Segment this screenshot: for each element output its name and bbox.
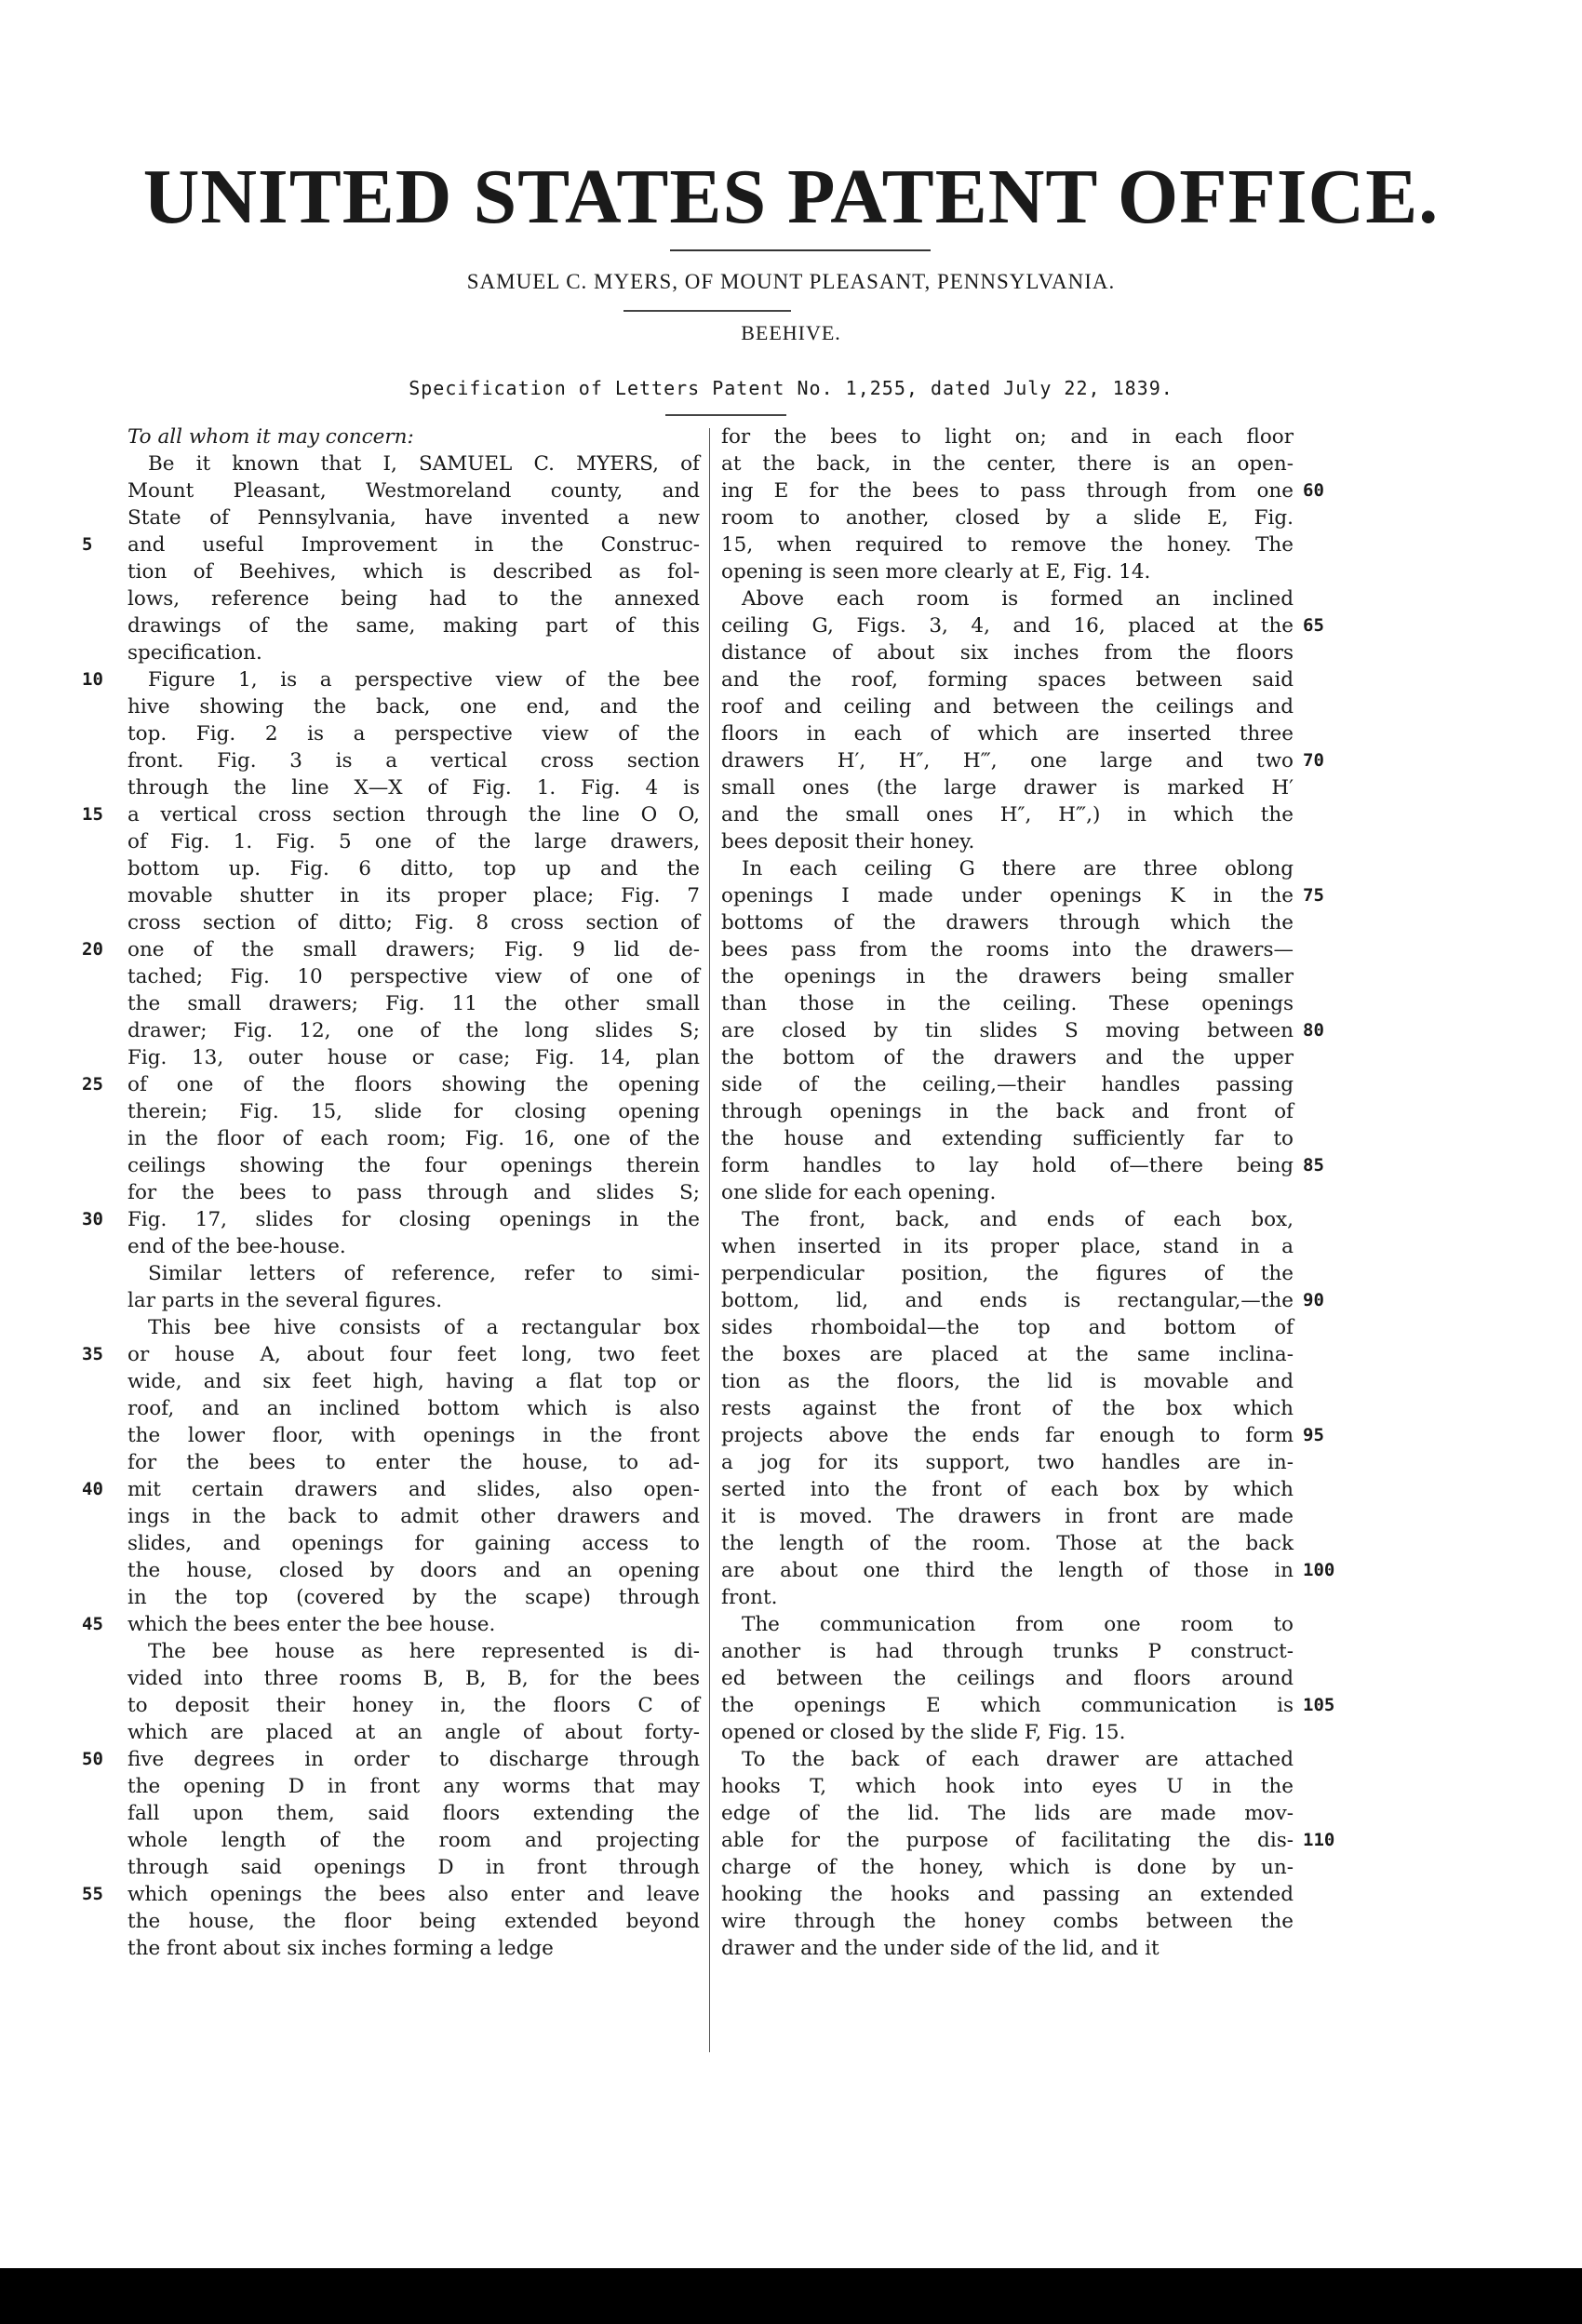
text-line: bees deposit their honey.	[721, 830, 975, 853]
text-line: whole length of the room and projecting	[127, 1829, 700, 1852]
text-line: are closed by tin slides S moving between	[721, 1019, 1294, 1042]
text-line: when inserted in its proper place, stand in a	[721, 1235, 1294, 1258]
text-line: The communication from one room to	[742, 1613, 1294, 1636]
text-line: ceilings showing the four openings therein	[127, 1154, 700, 1177]
text-line: a jog for its support, two handles are in-	[721, 1451, 1294, 1474]
text-line: form handles to lay hold of—there being	[721, 1154, 1294, 1177]
text-line: front.	[721, 1586, 778, 1609]
text-line: therein; Fig. 15, slide for closing opening	[127, 1100, 700, 1123]
text-line: side of the ceiling,—their handles passing	[721, 1073, 1294, 1096]
text-line: distance of about six inches from the floors	[721, 641, 1294, 665]
text-line: at the back, in the center, there is an open-	[721, 452, 1294, 476]
text-line: top. Fig. 2 is a perspective view of the	[127, 722, 700, 746]
scan-footer-bar	[0, 2268, 1582, 2324]
text-line: to deposit their honey in, the floors C of	[127, 1694, 700, 1717]
invention-title: BEEHIVE.	[741, 321, 841, 344]
line-number: 80	[1303, 1020, 1324, 1041]
text-line: the bottom of the drawers and the upper	[721, 1046, 1294, 1069]
inventor-line: SAMUEL C. MYERS, OF MOUNT PLEASANT, PENNSYLVANIA.	[466, 270, 1116, 293]
line-number: 30	[82, 1209, 103, 1229]
text-line: through said openings D in front through	[127, 1856, 700, 1879]
text-line: floors in each of which are inserted three	[721, 722, 1294, 746]
text-line: ings in the back to admit other drawers and	[127, 1505, 700, 1528]
text-line: it is moved. The drawers in front are made	[721, 1505, 1294, 1528]
text-line: This bee hive consists of a rectangular box	[148, 1316, 700, 1339]
text-line: State of Pennsylvania, have invented a new	[127, 506, 700, 530]
line-number: 55	[82, 1884, 103, 1904]
line-number: 45	[82, 1614, 103, 1634]
text-line: specification.	[127, 641, 262, 665]
text-line: through the line X—X of Fig. 1. Fig. 4 is	[127, 776, 700, 799]
line-number: 85	[1303, 1155, 1324, 1175]
text-line: drawings of the same, making part of this	[127, 614, 700, 638]
text-line: the house, the floor being extended beyond	[127, 1910, 700, 1933]
specification-line: Specification of Letters Patent No. 1,255, dated July 22, 1839.	[409, 377, 1173, 399]
line-number: 20	[82, 939, 103, 960]
text-line: Above each room is formed an inclined	[742, 587, 1294, 611]
text-line: drawer; Fig. 12, one of the long slides S;	[127, 1019, 700, 1042]
text-line: which openings the bees also enter and leave	[127, 1883, 700, 1906]
text-line: the lower floor, with openings in the front	[127, 1424, 700, 1447]
text-line: tached; Fig. 10 perspective view of one of	[127, 965, 700, 988]
line-number: 95	[1303, 1425, 1324, 1445]
right-text-column	[721, 423, 1294, 1962]
text-line: which are placed at an angle of about forty-	[127, 1721, 700, 1744]
line-number: 15	[82, 804, 103, 825]
text-line: lows, reference being had to the annexed	[127, 587, 700, 611]
text-line: Figure 1, is a perspective view of the bee	[148, 668, 700, 692]
text-line: roof, and an inclined bottom which is also	[127, 1397, 700, 1420]
text-line: To all whom it may concern:	[127, 425, 414, 449]
text-line: the opening D in front any worms that may	[127, 1775, 700, 1798]
text-line: The front, back, and ends of each box,	[742, 1208, 1294, 1231]
text-line: ceiling G, Figs. 3, 4, and 16, placed at the	[721, 614, 1294, 638]
text-line: opened or closed by the slide F, Fig. 15.	[721, 1721, 1126, 1744]
text-line: movable shutter in its proper place; Fig. 7	[127, 884, 700, 907]
text-line: hooking the hooks and passing an extended	[721, 1883, 1294, 1906]
text-line: the boxes are placed at the same inclina-	[721, 1343, 1294, 1366]
text-line: the front about six inches forming a ledge	[127, 1937, 554, 1960]
text-line: Be it known that I, SAMUEL C. MYERS, of	[148, 452, 700, 476]
text-line: ed between the ceilings and floors around	[721, 1667, 1294, 1690]
text-line: one slide for each opening.	[721, 1181, 997, 1204]
text-line: the length of the room. Those at the back	[721, 1532, 1294, 1555]
line-number: 50	[82, 1749, 103, 1769]
text-line: which the bees enter the bee house.	[127, 1613, 496, 1636]
line-number: 35	[82, 1344, 103, 1364]
text-line: vided into three rooms B, B, B, for the bees	[127, 1667, 700, 1690]
text-line: a vertical cross section through the line O O,	[127, 803, 700, 826]
line-number: 40	[82, 1479, 103, 1499]
text-line: The bee house as here represented is di-	[148, 1640, 700, 1663]
text-line: of Fig. 1. Fig. 5 one of the large drawers,	[127, 830, 700, 853]
text-line: bottoms of the drawers through which the	[721, 911, 1294, 934]
text-line: the openings in the drawers being smaller	[721, 965, 1294, 988]
text-line: or house A, about four feet long, two feet	[127, 1343, 700, 1366]
text-line: openings I made under openings K in the	[721, 884, 1294, 907]
text-line: in the floor of each room; Fig. 16, one of the	[127, 1127, 700, 1150]
text-line: charge of the honey, which is done by un-	[721, 1856, 1294, 1879]
text-line: one of the small drawers; Fig. 9 lid de-	[127, 938, 700, 961]
text-line: mit certain drawers and slides, also open-	[127, 1478, 700, 1501]
text-line: tion as the floors, the lid is movable and	[721, 1370, 1294, 1393]
text-line: sides rhomboidal—the top and bottom of	[721, 1316, 1294, 1339]
text-line: bottom up. Fig. 6 ditto, top up and the	[127, 857, 700, 880]
text-line: drawer and the under side of the lid, and it	[721, 1937, 1160, 1960]
line-number: 5	[82, 534, 93, 555]
text-line: serted into the front of each box by which	[721, 1478, 1294, 1501]
text-line: slides, and openings for gaining access to	[127, 1532, 700, 1555]
text-line: bottom, lid, and ends is rectangular,—the	[721, 1289, 1294, 1312]
text-line: cross section of ditto; Fig. 8 cross section of	[127, 911, 700, 934]
text-line: Mount Pleasant, Westmoreland county, and	[127, 479, 700, 503]
text-line: opening is seen more clearly at E, Fig. 14.	[721, 560, 1151, 584]
text-line: through openings in the back and front of	[721, 1100, 1294, 1123]
text-line: hooks T, which hook into eyes U in the	[721, 1775, 1294, 1798]
line-number: 105	[1303, 1695, 1335, 1715]
text-line: for the bees to pass through and slides S;	[127, 1181, 700, 1204]
text-line: in the top (covered by the scape) through	[127, 1586, 700, 1609]
text-line: are about one third the length of those in	[721, 1559, 1294, 1582]
text-line: 15, when required to remove the honey. The	[721, 533, 1294, 557]
text-line: and useful Improvement in the Construc-	[127, 533, 700, 557]
line-number: 110	[1303, 1830, 1335, 1850]
text-line: To the back of each drawer are attached	[742, 1748, 1294, 1771]
text-line: room to another, closed by a slide E, Fig.	[721, 506, 1294, 530]
line-number: 70	[1303, 750, 1324, 771]
text-line: small ones (the large drawer is marked H′	[721, 776, 1294, 799]
text-line: roof and ceiling and between the ceilings and	[721, 695, 1294, 719]
text-line: bees pass from the rooms into the drawers—	[721, 938, 1294, 961]
text-line: projects above the ends far enough to form	[721, 1424, 1294, 1447]
line-number: 100	[1303, 1560, 1335, 1580]
text-line: for the bees to enter the house, to ad-	[127, 1451, 700, 1474]
text-line: hive showing the back, one end, and the	[127, 695, 700, 719]
text-line: Fig. 13, outer house or case; Fig. 14, plan	[127, 1046, 700, 1069]
text-line: Fig. 17, slides for closing openings in the	[127, 1208, 700, 1231]
text-line: of one of the floors showing the opening	[127, 1073, 700, 1096]
specification-divider	[665, 414, 786, 416]
text-line: for the bees to light on; and in each floor	[721, 425, 1294, 449]
text-line: another is had through trunks P construct-	[721, 1640, 1294, 1663]
text-line: and the small ones H″, H‴,) in which the	[721, 803, 1294, 826]
line-number: 65	[1303, 615, 1324, 636]
text-line: the small drawers; Fig. 11 the other small	[127, 992, 700, 1015]
text-line: In each ceiling G there are three oblong	[742, 857, 1294, 880]
text-line: edge of the lid. The lids are made mov-	[721, 1802, 1294, 1825]
patent-office-title: UNITED STATES PATENT OFFICE.	[142, 154, 1440, 240]
line-number: 10	[82, 669, 103, 690]
text-line: tion of Beehives, which is described as fol-	[127, 560, 700, 584]
text-line: drawers H′, H″, H‴, one large and two	[721, 749, 1294, 772]
text-line: ing E for the bees to pass through from one	[721, 479, 1294, 503]
text-line: than those in the ceiling. These openings	[721, 992, 1294, 1015]
text-line: and the roof, forming spaces between said	[721, 668, 1294, 692]
title-divider	[670, 249, 931, 251]
column-divider	[709, 428, 710, 2052]
text-line: end of the bee-house.	[127, 1235, 346, 1258]
text-line: the house, closed by doors and an opening	[127, 1559, 700, 1582]
left-text-column	[127, 423, 700, 1962]
text-line: wire through the honey combs between the	[721, 1910, 1294, 1933]
text-line: wide, and six feet high, having a flat top or	[127, 1370, 700, 1393]
line-number: 75	[1303, 885, 1324, 906]
line-number: 60	[1303, 480, 1324, 501]
text-line: Similar letters of reference, refer to simi-	[148, 1262, 700, 1285]
text-line: lar parts in the several figures.	[127, 1289, 443, 1312]
text-line: able for the purpose of facilitating the dis-	[721, 1829, 1294, 1852]
text-line: the house and extending sufficiently far to	[721, 1127, 1294, 1150]
text-line: fall upon them, said floors extending the	[127, 1802, 700, 1825]
inventor-divider	[623, 310, 791, 312]
text-line: the openings E which communication is	[721, 1694, 1294, 1717]
line-number: 25	[82, 1074, 103, 1095]
text-line: rests against the front of the box which	[721, 1397, 1294, 1420]
line-number: 90	[1303, 1290, 1324, 1310]
text-line: five degrees in order to discharge through	[127, 1748, 700, 1771]
text-line: front. Fig. 3 is a vertical cross section	[127, 749, 700, 772]
text-line: perpendicular position, the figures of the	[721, 1262, 1294, 1285]
